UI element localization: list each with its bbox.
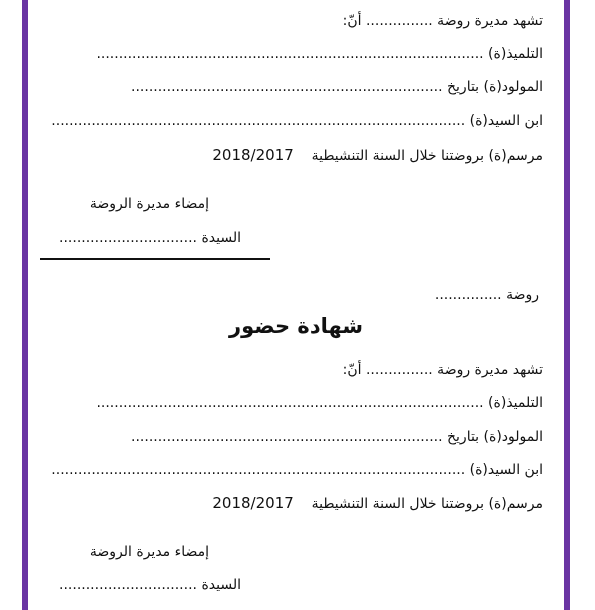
signature-name-line: السيدة ............................... bbox=[59, 230, 241, 246]
signature-name-line: السيدة ............................... bbox=[59, 577, 241, 593]
page-border-left bbox=[22, 0, 28, 610]
page-border-right bbox=[564, 0, 570, 610]
parent-line: ابن السيد(ة) ............................................................................................. bbox=[51, 462, 543, 478]
enrolled-line bbox=[212, 494, 543, 513]
birth-line: المولود(ة) بتاريخ ...................................................................... bbox=[131, 79, 543, 95]
school-year: 2018/2017 bbox=[212, 494, 294, 512]
certificate-title: شهادة حضور bbox=[229, 314, 363, 338]
student-line: التلميذ(ة) ....................................................................................... bbox=[96, 46, 543, 62]
parent-line: ابن السيد(ة) ............................................................................................. bbox=[51, 113, 543, 129]
enrolled-text: مرسم(ة) بروضتنا خلال السنة التنشيطية bbox=[311, 496, 543, 512]
enrolled-text: مرسم(ة) بروضتنا خلال السنة التنشيطية bbox=[311, 148, 543, 164]
section-divider bbox=[40, 258, 270, 260]
signature-title: إمضاء مديرة الروضة bbox=[89, 544, 209, 560]
student-line: التلميذ(ة) ....................................................................................... bbox=[96, 395, 543, 411]
enrolled-line bbox=[212, 146, 543, 165]
school-year: 2018/2017 bbox=[212, 146, 294, 164]
signature-title: إمضاء مديرة الروضة bbox=[89, 196, 209, 212]
kindergarten-label: روضة ............... bbox=[434, 287, 539, 303]
birth-line: المولود(ة) بتاريخ ...................................................................... bbox=[131, 429, 543, 445]
witness-line: تشهد مديرة روضة ............... أنّ: bbox=[342, 13, 543, 29]
witness-line: تشهد مديرة روضة ............... أنّ: bbox=[342, 362, 543, 378]
